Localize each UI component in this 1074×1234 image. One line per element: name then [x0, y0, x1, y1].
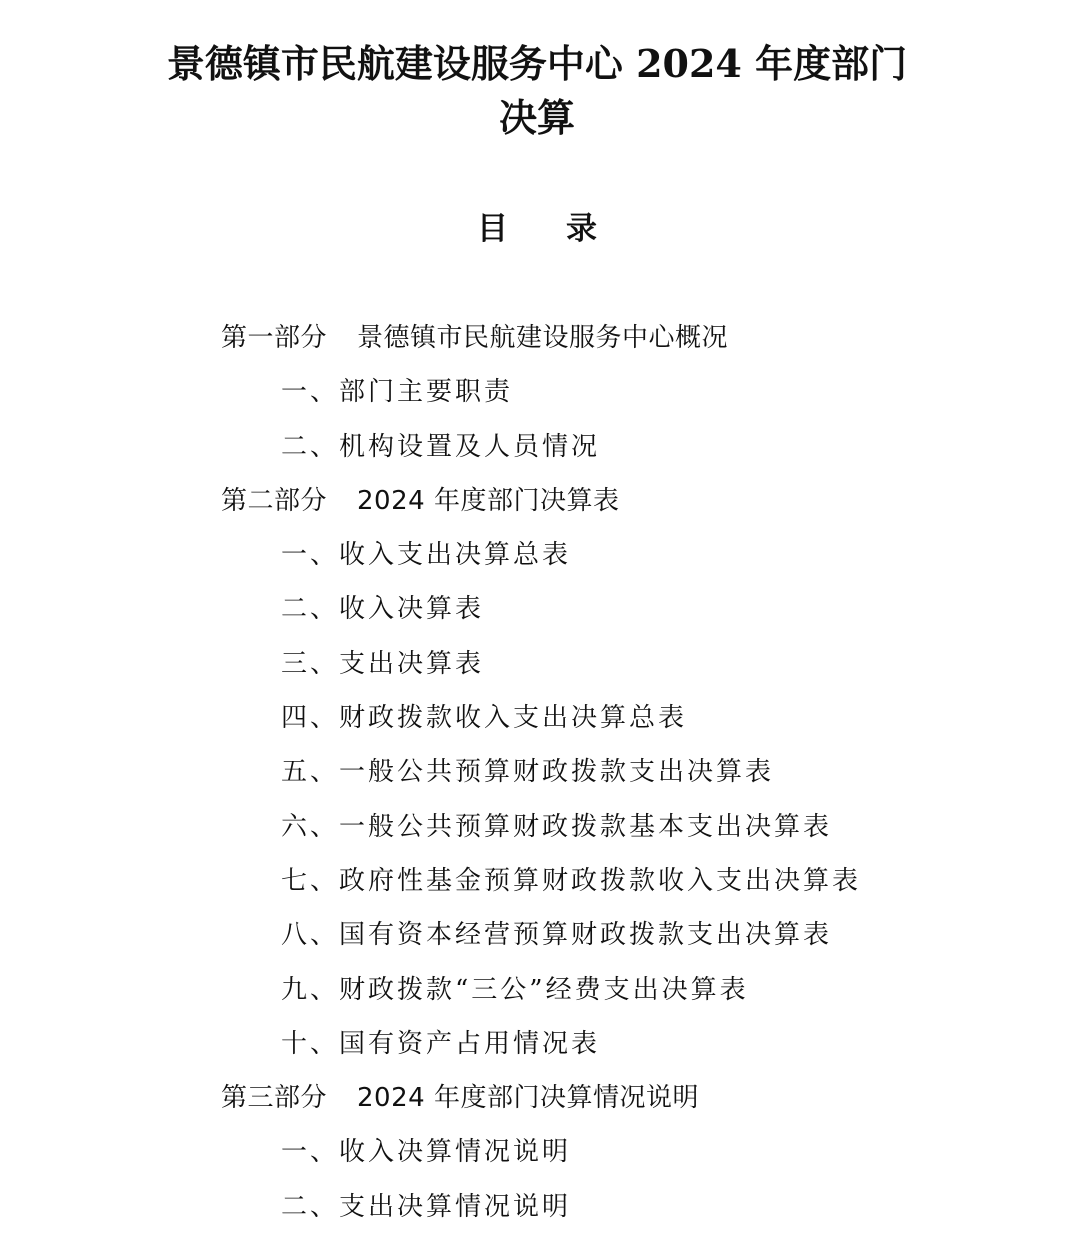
- toc-item: 七、政府性基金预算财政拨款收入支出决算表: [281, 865, 862, 896]
- toc-item: 二、机构设置及人员情况: [281, 431, 601, 462]
- document-title-line-2: 决算: [498, 95, 575, 140]
- toc-item: 二、收入决算表: [281, 594, 485, 625]
- toc-item: 二、支出决算情况说明: [281, 1191, 572, 1222]
- toc-item: 三、支出决算表: [281, 648, 485, 679]
- document-title-line-1: 景德镇市民航建设服务中心 2024 年度部门: [166, 41, 908, 86]
- toc-part-title: 2024 年度部门决算情况说明: [357, 1083, 699, 1114]
- table-of-contents: [0, 311, 1074, 1234]
- toc-heading-left: 目: [477, 211, 508, 247]
- toc-item: 一、收入支出决算总表: [281, 540, 572, 571]
- toc-part-title: 2024 年度部门决算表: [357, 485, 620, 516]
- toc-part-3: [0, 1071, 1074, 1125]
- toc-part-label: 第二部分: [221, 485, 328, 516]
- toc-item: 六、一般公共预算财政拨款基本支出决算表: [281, 811, 833, 842]
- toc-item: 十、国有资产占用情况表: [281, 1028, 601, 1059]
- toc-item: 一、收入决算情况说明: [281, 1137, 572, 1168]
- toc-item: 五、一般公共预算财政拨款支出决算表: [281, 757, 775, 788]
- toc-part-label: 第一部分: [221, 323, 328, 353]
- toc-part-title: 景德镇市民航建设服务中心概况: [357, 323, 729, 353]
- toc-part-2: [0, 474, 1074, 528]
- toc-item: 一、部门主要职责: [281, 377, 514, 408]
- toc-heading: [0, 203, 1074, 255]
- toc-part-1: [0, 311, 1074, 365]
- toc-part-label: 第三部分: [221, 1083, 328, 1114]
- toc-item: 九、财政拨款“三公”经费支出决算表: [281, 974, 749, 1005]
- toc-heading-right: 录: [566, 211, 597, 247]
- toc-item: 四、财政拨款收入支出决算总表: [281, 703, 688, 734]
- toc-item: 八、国有资本经营预算财政拨款支出决算表: [281, 920, 833, 951]
